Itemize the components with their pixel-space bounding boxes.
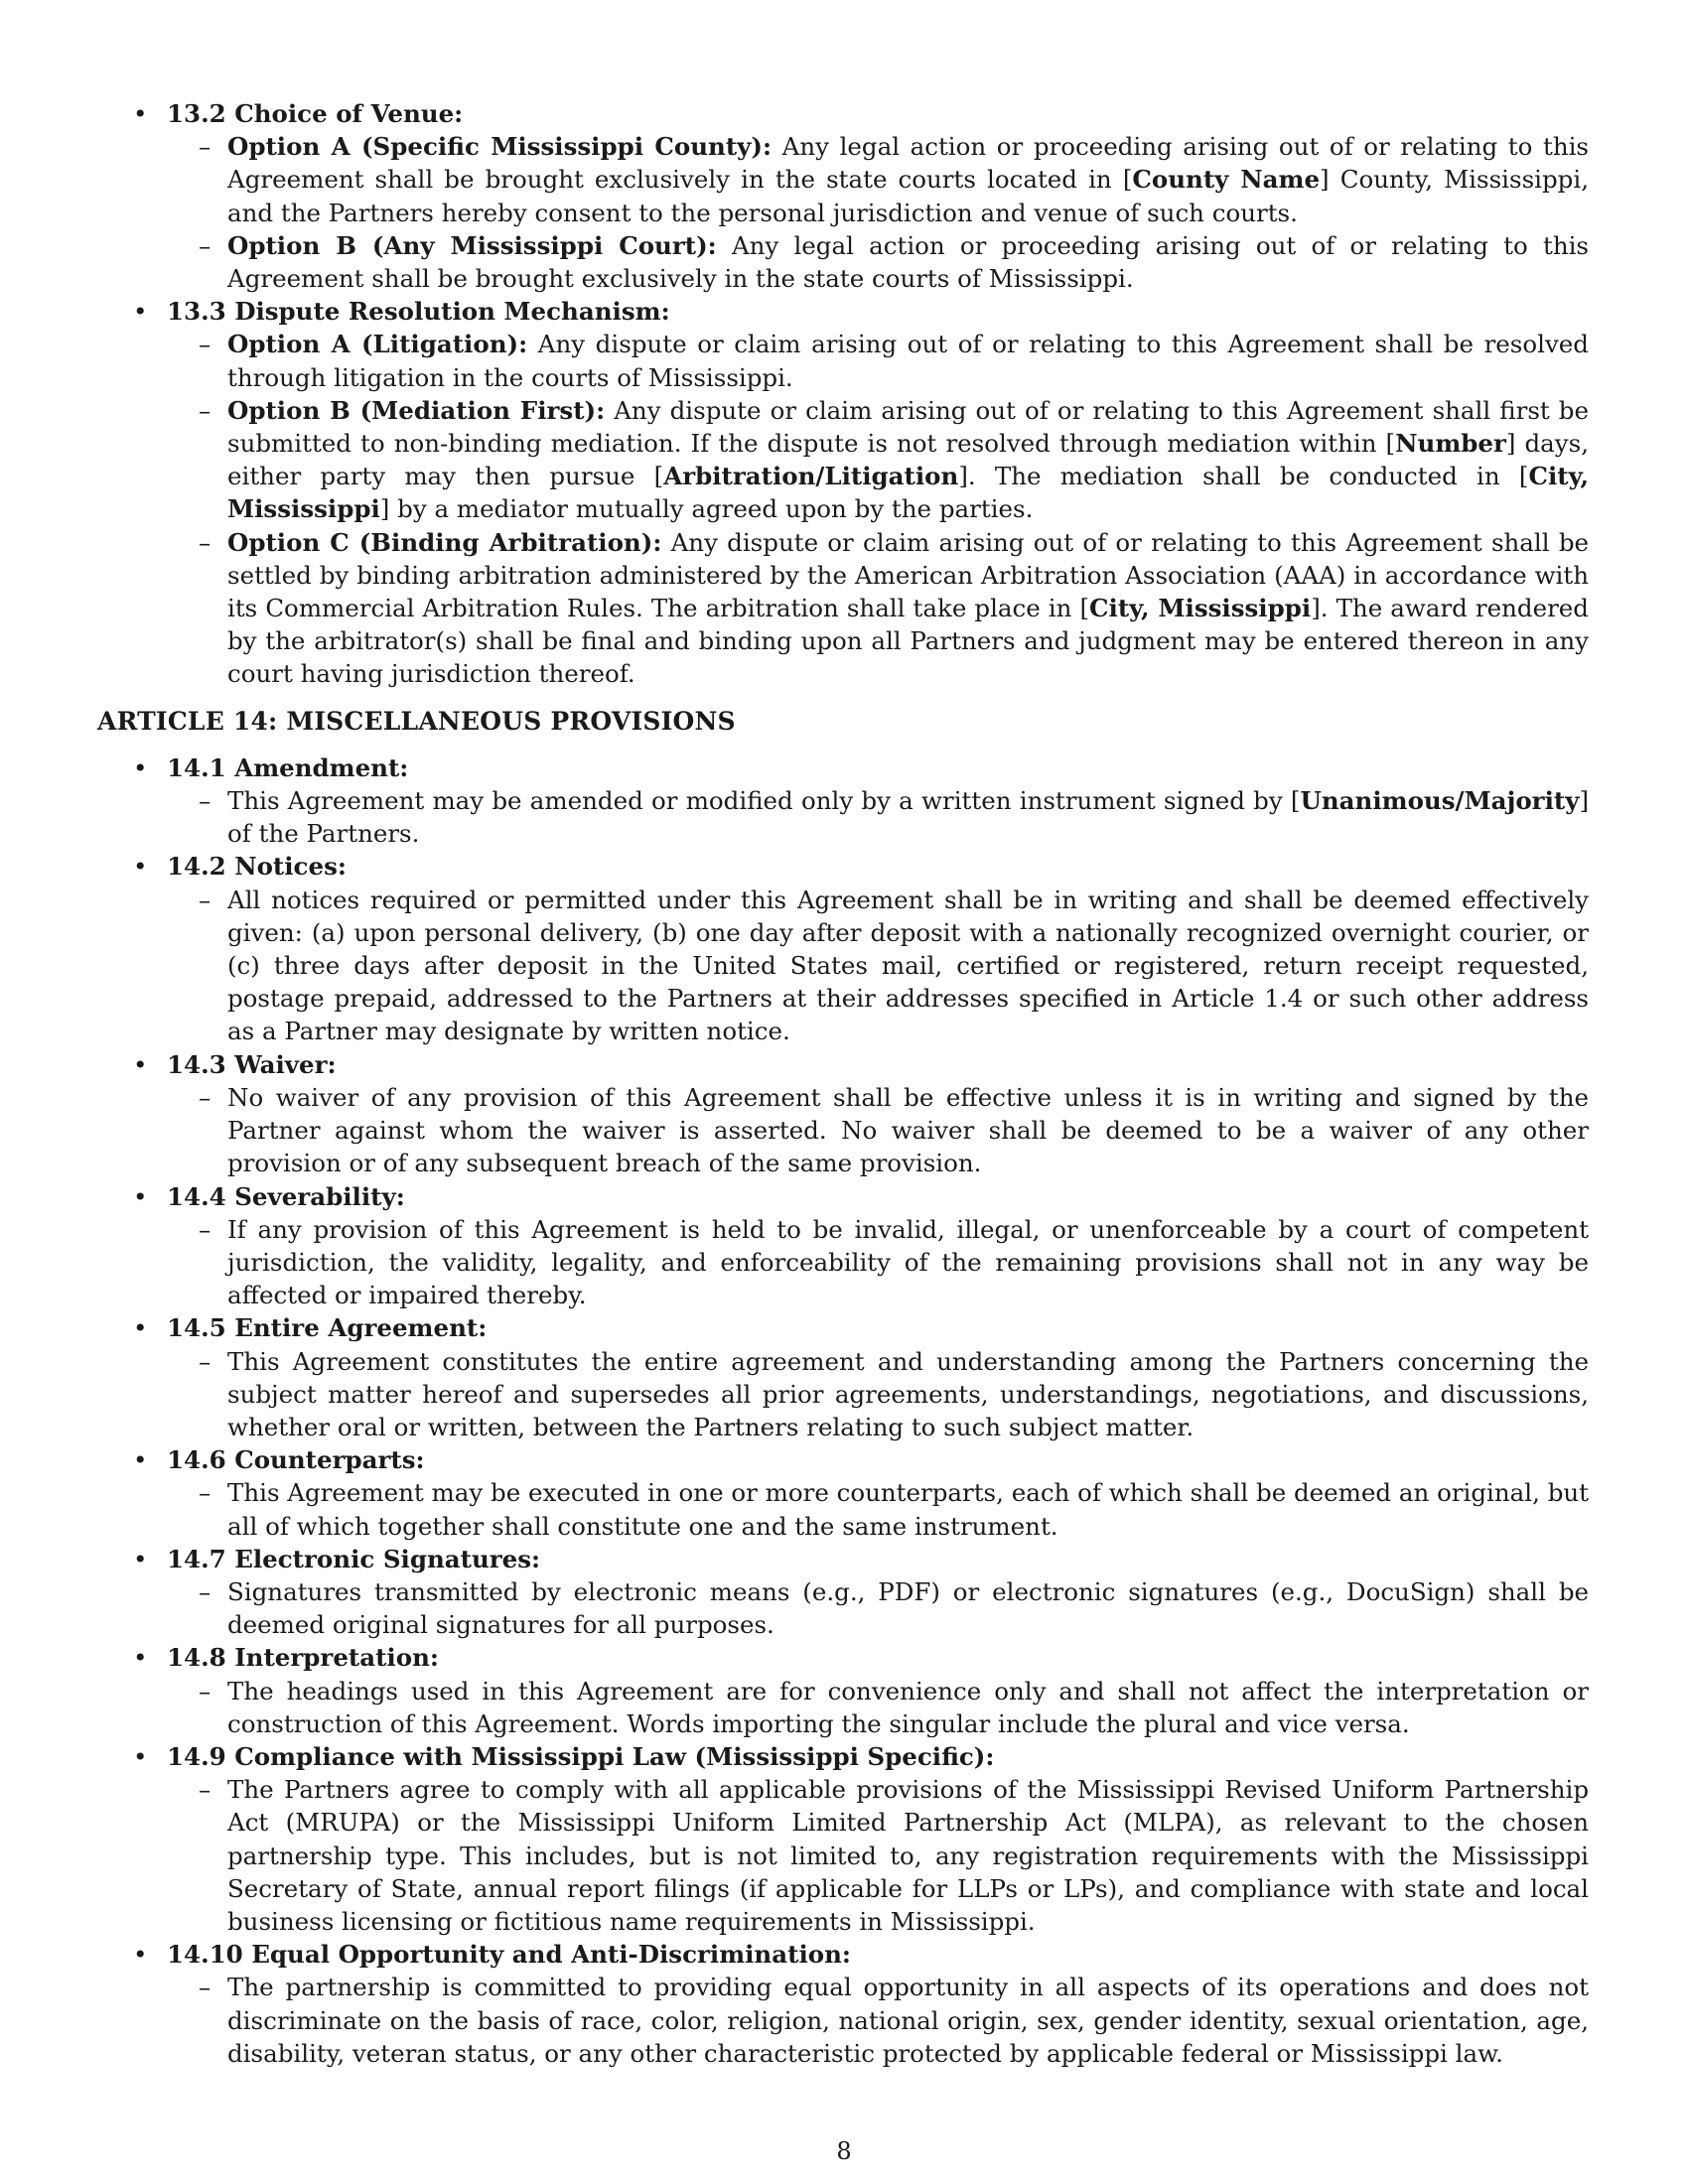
clause-text: ] days, either party may then pursue [ xyxy=(227,429,1589,491)
clause-item xyxy=(167,130,1589,229)
placeholder-field: City, Mississippi xyxy=(1089,594,1312,623)
clause-text: Any legal action or proceeding arising out of or relating to this Agreement shall be brought exclusively in the state courts of Mississippi. xyxy=(227,230,1590,294)
clause-label: Option B (Any Mississippi Court): xyxy=(227,230,717,260)
section-title: 14.6 Counterparts: xyxy=(167,1445,425,1475)
section-title: 14.3 Waiver: xyxy=(167,1049,337,1079)
clause-list xyxy=(167,1773,1589,1938)
placeholder-field: County Name xyxy=(1132,165,1321,195)
placeholder-field: Number xyxy=(1395,429,1506,459)
clause-text: ] County, Mississippi, and the Partners hereby consent to the personal jurisdiction and venue of such courts. xyxy=(227,165,1589,227)
clause-item xyxy=(167,1081,1589,1180)
document-page xyxy=(99,97,1589,2070)
clause-list xyxy=(167,1081,1589,1180)
section-title: 13.3 Dispute Resolution Mechanism: xyxy=(167,297,670,327)
section-title: 14.8 Interpretation: xyxy=(167,1643,439,1673)
clause-text: The Partners agree to comply with all applicable provisions of the Mississippi Revised Uniform Partnership Act (MRUPA) or the Mississippi Uniform Limited Partnership Act (MLPA), as relevant to the chosen partnership type. This includes, but is not limited to, any registration requirements with the Mississippi Secretary of State, annual report filings (if applicable for LLPs or LPs), and compliance with state and local business licensing or fictitious name requirements in Mississippi. xyxy=(227,1775,1589,1936)
section-title: 14.10 Equal Opportunity and Anti-Discrimination: xyxy=(167,1940,851,1970)
clause-text: ] of the Partners. xyxy=(227,786,1589,849)
clause-item xyxy=(167,1345,1589,1444)
section-title: 14.1 Amendment: xyxy=(167,752,409,782)
clause-text: Any dispute or claim arising out of or relating to this Agreement shall first be submitted to non-binding mediation. If the dispute is not resolved through mediation within [ xyxy=(227,395,1589,459)
page-number: 8 xyxy=(836,2137,852,2165)
clause-list xyxy=(167,1213,1589,1312)
section xyxy=(99,295,1589,690)
clause-item xyxy=(167,1476,1589,1542)
article-heading: ARTICLE 14: MISCELLANEOUS PROVISIONS xyxy=(97,706,736,736)
clause-item xyxy=(167,784,1589,850)
section xyxy=(99,1443,1589,1543)
clause-list xyxy=(167,884,1589,1048)
clause-label: Option A (Specific Mississippi County): xyxy=(227,132,773,162)
clause-text: This Agreement may be executed in one or more counterparts, each of which shall be deemed an original, but all of which together shall constitute one and the same instrument. xyxy=(227,1478,1589,1541)
clause-item xyxy=(167,1971,1589,2070)
section-title: 14.7 Electronic Signatures: xyxy=(167,1544,541,1573)
clause-list xyxy=(167,1345,1589,1444)
clause-text: ]. The mediation shall be conducted in [ xyxy=(958,462,1529,491)
section-title: 14.4 Severability: xyxy=(167,1181,405,1211)
section xyxy=(99,751,1589,851)
section xyxy=(99,1641,1589,1740)
clause-item xyxy=(167,1773,1589,1938)
section-title: 13.2 Choice of Venue: xyxy=(167,99,464,128)
clause-item xyxy=(167,1213,1589,1312)
clause-item xyxy=(167,328,1589,393)
clause-label: Option C (Binding Arbitration): xyxy=(227,527,662,557)
section xyxy=(99,1180,1589,1312)
section xyxy=(99,850,1589,1047)
clause-text: This Agreement constitutes the entire agreement and understanding among the Partners concerning the subject matter hereof and supersedes all prior agreements, understandings, negotiations, and discussions, whether oral or written, between the Partners relating to such subject matter. xyxy=(227,1346,1589,1441)
placeholder-field: Arbitration/Litigation xyxy=(663,462,959,491)
section xyxy=(99,1740,1589,1938)
clause-text: This Agreement may be amended or modified only by a written instrument signed by [ xyxy=(227,786,1301,816)
section-list-article-13 xyxy=(99,97,1589,691)
section xyxy=(99,1048,1589,1180)
placeholder-field: Unanimous/Majority xyxy=(1300,786,1580,816)
clause-text: ]. The award rendered by the arbitrator(s) shall be final and binding upon all Partners and judgment may be entered thereon in any court having jurisdiction thereof. xyxy=(227,594,1589,689)
clause-list xyxy=(167,130,1589,295)
clause-text: ] by a mediator mutually agreed upon by the parties. xyxy=(379,494,1034,524)
clause-text: If any provision of this Agreement is held to be invalid, illegal, or unenforceable by a court of competent jurisdiction, the validity, legality, and enforceability of the remaining provisions shall not in any way be affected or impaired thereby. xyxy=(227,1214,1589,1310)
section-title: 14.2 Notices: xyxy=(167,852,347,882)
section xyxy=(99,1938,1589,2070)
clause-text: Signatures transmitted by electronic means (e.g., PDF) or electronic signatures (e.g., DocuSign) shall be deemed original signatures for all purposes. xyxy=(227,1576,1589,1640)
clause-list xyxy=(167,328,1589,690)
clause-item xyxy=(167,1575,1589,1641)
clause-label: Option A (Litigation): xyxy=(227,330,528,359)
clause-text: Any dispute or claim arising out of or relating to this Agreement shall be settled by binding arbitration administered by the American Arbitration Association (AAA) in accordance with its Commercial Arbitration Rules. The arbitration shall take place in [ xyxy=(227,527,1590,623)
clause-list xyxy=(167,1675,1589,1740)
section xyxy=(99,1543,1589,1642)
clause-list xyxy=(167,1575,1589,1641)
clause-item xyxy=(167,394,1589,526)
placeholder-field: City, Mississippi xyxy=(227,462,1589,524)
section-title: 14.5 Entire Agreement: xyxy=(167,1313,488,1343)
clause-text: Any legal action or proceeding arising out of or relating to this Agreement shall be brought exclusively in the state courts located in [ xyxy=(227,132,1590,195)
clause-item xyxy=(167,1675,1589,1740)
section-title: 14.9 Compliance with Mississippi Law (Mississippi Specific): xyxy=(167,1741,995,1771)
section xyxy=(99,97,1589,295)
clause-text: The headings used in this Agreement are for convenience only and shall not affect the interpretation or construction of this Agreement. Words importing the singular include the plural and vice versa. xyxy=(227,1676,1589,1738)
clause-item xyxy=(167,884,1589,1048)
clause-item xyxy=(167,229,1589,295)
clause-item xyxy=(167,526,1589,691)
clause-list xyxy=(167,1476,1589,1542)
clause-text: No waiver of any provision of this Agreement shall be effective unless it is in writing and signed by the Partner against whom the waiver is asserted. No waiver shall be deemed to be a waiver of any other provision or of any subsequent breach of the same provision. xyxy=(227,1082,1589,1178)
clause-label: Option B (Mediation First): xyxy=(227,395,606,425)
clause-text: The partnership is committed to providing equal opportunity in all aspects of its operations and does not discriminate on the basis of race, color, religion, national origin, sex, gender identity, sexual orientation, age, disability, veteran status, or any other characteristic protected by applicable federal or Mississippi law. xyxy=(227,1973,1589,2068)
clause-list xyxy=(167,1971,1589,2070)
section xyxy=(99,1311,1589,1443)
section-list-article-14 xyxy=(99,751,1589,2070)
clause-text: All notices required or permitted under this Agreement shall be in writing and shall be deemed effectively given: (a) upon personal delivery, (b) one day after deposit with a nationally recognized overnight courier, or (c) three days after deposit in the United States mail, certified or registered, return receipt requested, postage prepaid, addressed to the Partners at their addresses specified in Article 1.4 or such other address as a Partner may designate by written notice. xyxy=(227,885,1589,1046)
clause-list xyxy=(167,784,1589,850)
clause-text: Any dispute or claim arising out of or relating to this Agreement shall be resolved through litigation in the courts of Mississippi. xyxy=(227,330,1589,392)
